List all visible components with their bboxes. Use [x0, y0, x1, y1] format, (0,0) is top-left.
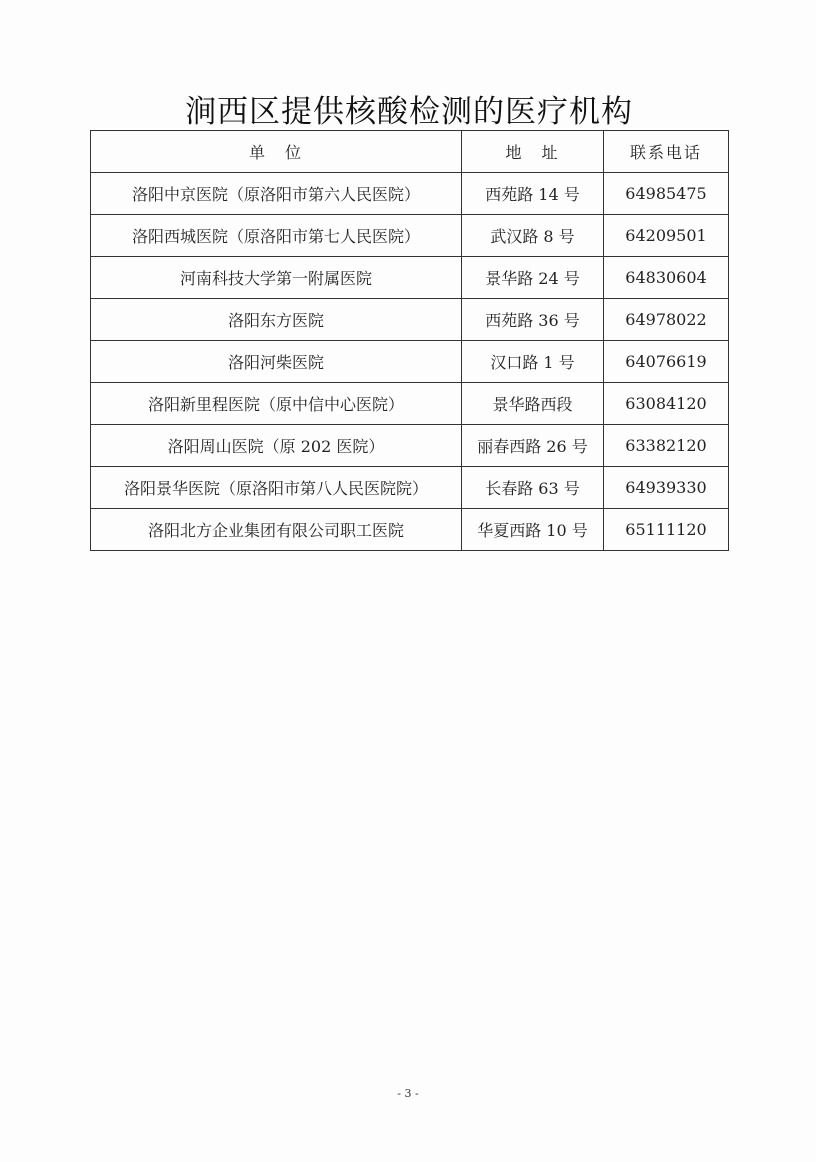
- unit-cell: 洛阳河柴医院: [91, 341, 462, 383]
- phone-cell: 65111120: [604, 509, 729, 551]
- unit-cell: 洛阳景华医院（原洛阳市第八人民医院院）: [91, 467, 462, 509]
- address-cell: 景华路西段: [462, 383, 604, 425]
- table-row: [91, 173, 729, 215]
- unit-cell: 洛阳西城医院（原洛阳市第七人民医院）: [91, 215, 462, 257]
- address-cell: 西苑路 36 号: [462, 299, 604, 341]
- address-cell: 西苑路 14 号: [462, 173, 604, 215]
- address-cell: 武汉路 8 号: [462, 215, 604, 257]
- table-row: [91, 425, 729, 467]
- address-cell: 景华路 24 号: [462, 257, 604, 299]
- table-header-row: [91, 131, 729, 173]
- phone-cell: 64076619: [604, 341, 729, 383]
- unit-cell: 河南科技大学第一附属医院: [91, 257, 462, 299]
- phone-cell: 64985475: [604, 173, 729, 215]
- unit-cell: 洛阳北方企业集团有限公司职工医院: [91, 509, 462, 551]
- phone-cell: 64978022: [604, 299, 729, 341]
- page-number: - 3 -: [397, 1087, 419, 1100]
- header-phone: 联系电话: [604, 131, 729, 173]
- header-unit: 单 位: [91, 131, 462, 173]
- table-row: [91, 383, 729, 425]
- phone-cell: 64209501: [604, 215, 729, 257]
- phone-cell: 64830604: [604, 257, 729, 299]
- unit-cell: 洛阳中京医院（原洛阳市第六人民医院）: [91, 173, 462, 215]
- address-cell: 长春路 63 号: [462, 467, 604, 509]
- address-cell: 丽春西路 26 号: [462, 425, 604, 467]
- table-row: [91, 215, 729, 257]
- header-address: 地 址: [462, 131, 604, 173]
- unit-cell: 洛阳新里程医院（原中信中心医院）: [91, 383, 462, 425]
- unit-cell: 洛阳周山医院（原 202 医院）: [91, 425, 462, 467]
- table-row: [91, 341, 729, 383]
- table-row: [91, 299, 729, 341]
- table-row: [91, 467, 729, 509]
- unit-cell: 洛阳东方医院: [91, 299, 462, 341]
- phone-cell: 63382120: [604, 425, 729, 467]
- address-cell: 汉口路 1 号: [462, 341, 604, 383]
- address-cell: 华夏西路 10 号: [462, 509, 604, 551]
- page-title: 涧西区提供核酸检测的医疗机构: [185, 94, 633, 130]
- table-row: [91, 509, 729, 551]
- institution-table: [90, 130, 729, 551]
- table-row: [91, 257, 729, 299]
- phone-cell: 63084120: [604, 383, 729, 425]
- phone-cell: 64939330: [604, 467, 729, 509]
